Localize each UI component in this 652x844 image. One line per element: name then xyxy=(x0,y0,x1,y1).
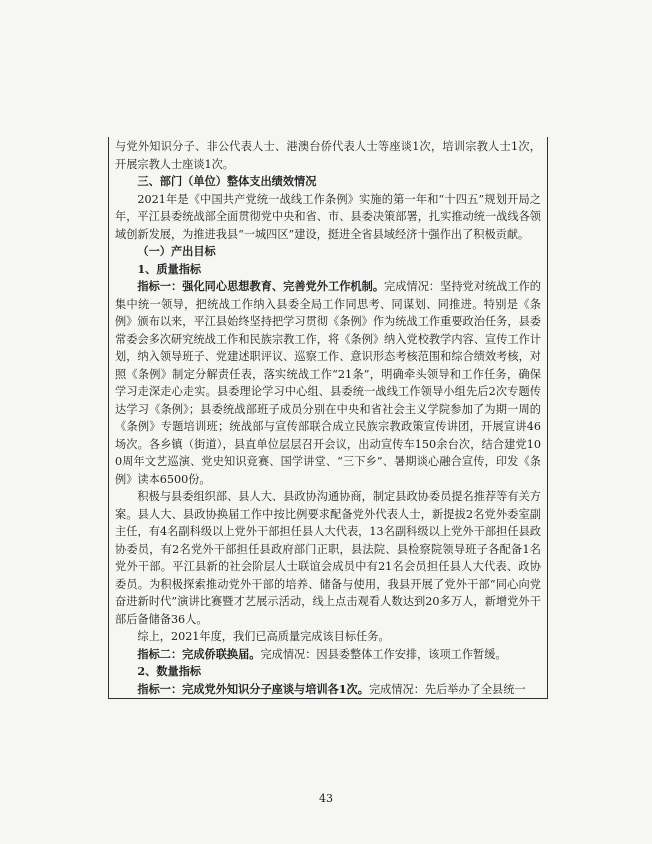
subheading-output-targets: （一）产出目标 xyxy=(137,244,216,258)
paragraph-summary: 综上，2021年度，我们已高质量完成该目标任务。 xyxy=(137,630,390,643)
indicator-two-body: 完成情况：因县委整体工作安排，该项工作暂缓。 xyxy=(260,647,507,661)
paragraph-indicator-two xyxy=(115,646,541,664)
quantity-indicator-one-body: 完成情况：先后举办了全县统一 xyxy=(368,682,526,696)
paragraph-2021-intro: 2021年是《中国共产党统一战线工作条例》实施的第一年和“十四五”规划开局之年，平江县委统战部全面贯彻党中央和省、市、县委决策部署，扎实推动统一战线各领域创新发展，为推进我县“一城四区”建设，挺进全省县域经济十强作出了积极贡献。 xyxy=(115,192,541,241)
subheading-quantity-indicators: 2、数量指标 xyxy=(137,664,202,678)
page-number: 43 xyxy=(319,792,333,805)
paragraph-party-outside-intellectuals: 与党外知识分子、非公代表人士、港澳台侨代表人士等座谈1次，培训宗教人士1次，开展宗教人士座谈1次。 xyxy=(115,140,541,171)
indicator-two-title: 指标二：完成侨联换届。 xyxy=(137,646,261,661)
paragraph-quantity-indicator-one xyxy=(115,681,541,699)
indicator-one-title: 指标一：强化同心思想教育、完善党外工作机制。 xyxy=(137,279,385,293)
subheading-quality-indicators: 1、质量指标 xyxy=(137,261,202,276)
document-table-cell xyxy=(108,137,548,699)
paragraph-election-coordination: 积极与县委组织部、县人大、县政协沟通协商，制定县政协委员提名推荐等有关方案。县人大、县政协换届工作中按比例要求配备党外代表人士，新提拔2名党外委室副主任，有4名副科级以上党外干部担任县人大代表，13名副科级以上党外干部担任县政协委员，有2名党外干部担任县政府部门正职，县法院、县检察院领导班子各配备1名党外干部。平江县新的社会阶层人士联谊会成员中有21名会员担任县人大代表、政协委员。为积极探索推动党外干部的培养、储备与使用，我县开展了党外干部“同心向党 奋进新时代”演讲比赛暨才艺展示活动，线上点击观看人数达到20多万人，新增党外干部后备储备36人。 xyxy=(115,490,541,626)
paragraph-indicator-one xyxy=(115,278,541,488)
section-heading-overall-performance: 三、部门（单位）整体支出绩效情况 xyxy=(137,174,317,188)
quantity-indicator-one-title: 指标一：完成党外知识分子座谈与培训各1次。 xyxy=(137,681,369,696)
indicator-one-body: 完成情况：坚持党对统战工作的集中统一领导，把统战工作纳入县委全局工作同思考、同谋划、同推进。特别是《条例》颁布以来，平江县始终坚持把学习贯彻《条例》作为统战工作重要政治任务，县委常委会多次研究统战工作和民族宗教工作，将《条例》纳入党校教学内容、宣传工作计划，纳入领导班子、党建述职评议、巡察工作、意识形态考核范围和综合绩效考核，对照《条例》制定分解责任表，落实统战工作“21条”，明确牵头领导和工作任务，确保学习走深走心走实。县委理论学习中心组、县委统一战线工作领导小组先后2次专题传达学习《条例》；县委统战部班子成员分别在中央和省社会主义学院参加了为期一周的《条例》专题培训班；统战部与宣传部联合成立民族宗教政策宣传讲团，开展宣讲46场次。各乡镇（街道），县直单位层层召开会议，出动宣传车150余台次，结合建党100周年文艺巡演、党史知识竞赛、国学讲堂、“三下乡”、暑期谈心融合宣传，印发《条例》读本6500份。 xyxy=(115,280,541,486)
